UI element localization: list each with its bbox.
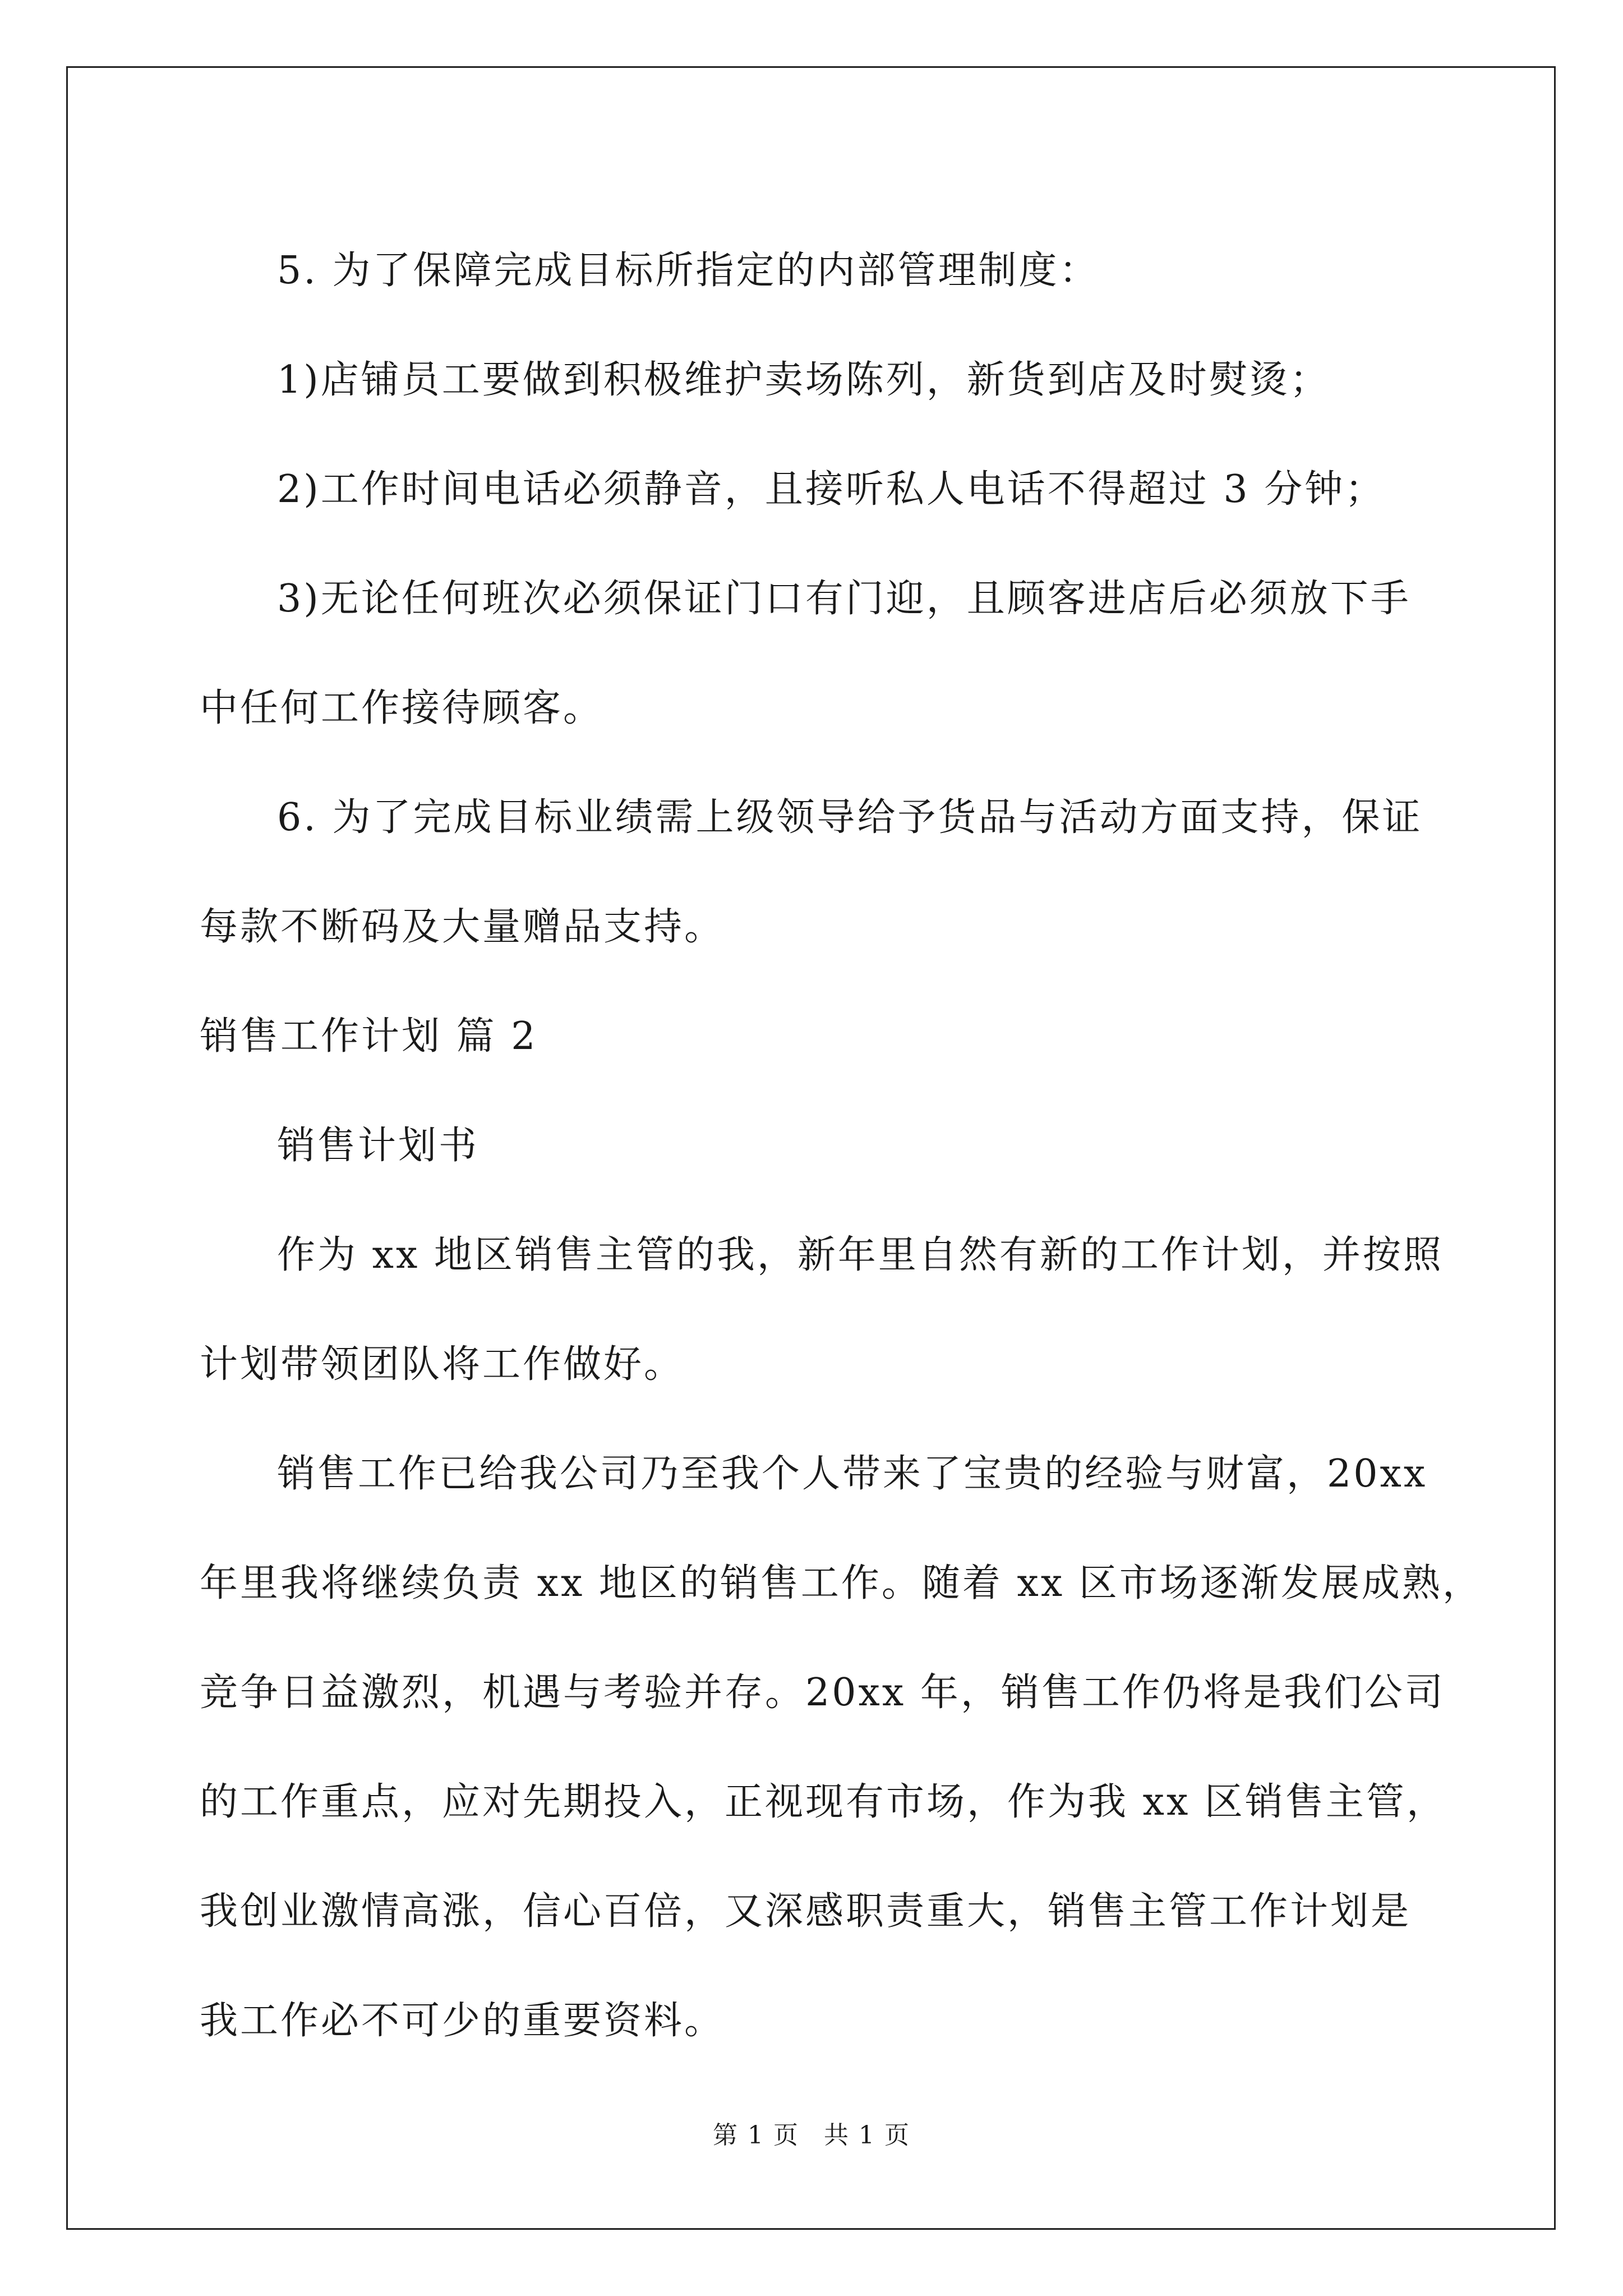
paragraph-line: 计划带领团队将工作做好。 [200,1342,685,1387]
paragraph-line: 每款不断码及大量赠品支持。 [200,905,725,949]
paragraph-line: 我创业激情高涨，信心百倍，又深感职责重大，销售主管工作计划是 [200,1889,1412,1934]
paragraph-line: 年里我将继续负责 xx 地区的销售工作。随着 xx 区市场逐渐发展成熟， [200,1561,1483,1605]
document-body [200,216,1483,2076]
paragraph-line: 6. 为了完成目标业绩需上级领导给予货品与活动方面支持，保证 [277,795,1423,840]
paragraph-line: 我工作必不可少的重要资料。 [200,1999,725,2043]
paragraph-line: 5. 为了保障完成目标所指定的内部管理制度： [277,249,1100,293]
paragraph-line: 3)无论任何班次必须保证门口有门迎，且顾客进店后必须放下手 [277,577,1411,621]
paragraph-line: 1)店铺员工要做到积极维护卖场陈列，新货到店及时熨烫； [277,358,1330,402]
paragraph-line: 竞争日益激烈，机遇与考验并存。20xx 年，销售工作仍将是我们公司 [200,1671,1445,1715]
paragraph-line: 销售工作已给我公司乃至我个人带来了宝贵的经验与财富，20xx [277,1452,1428,1496]
document-subtitle: 销售计划书 [277,1124,479,1168]
page-footer [0,2115,1623,2151]
paragraph-line: 作为 xx 地区销售主管的我，新年里自然有新的工作计划，并按照 [277,1233,1444,1277]
paragraph-line: 2)工作时间电话必须静音，且接听私人电话不得超过 3 分钟； [277,467,1386,512]
page-number-total: 共 1 页 [824,2121,910,2150]
paragraph-line: 中任何工作接待顾客。 [200,686,604,730]
page-number-current: 第 1 页 [713,2121,799,2150]
section-heading: 销售工作计划 篇 2 [200,1014,538,1059]
paragraph-line: 的工作重点，应对先期投入，正视现有市场，作为我 xx 区销售主管， [200,1780,1447,1824]
